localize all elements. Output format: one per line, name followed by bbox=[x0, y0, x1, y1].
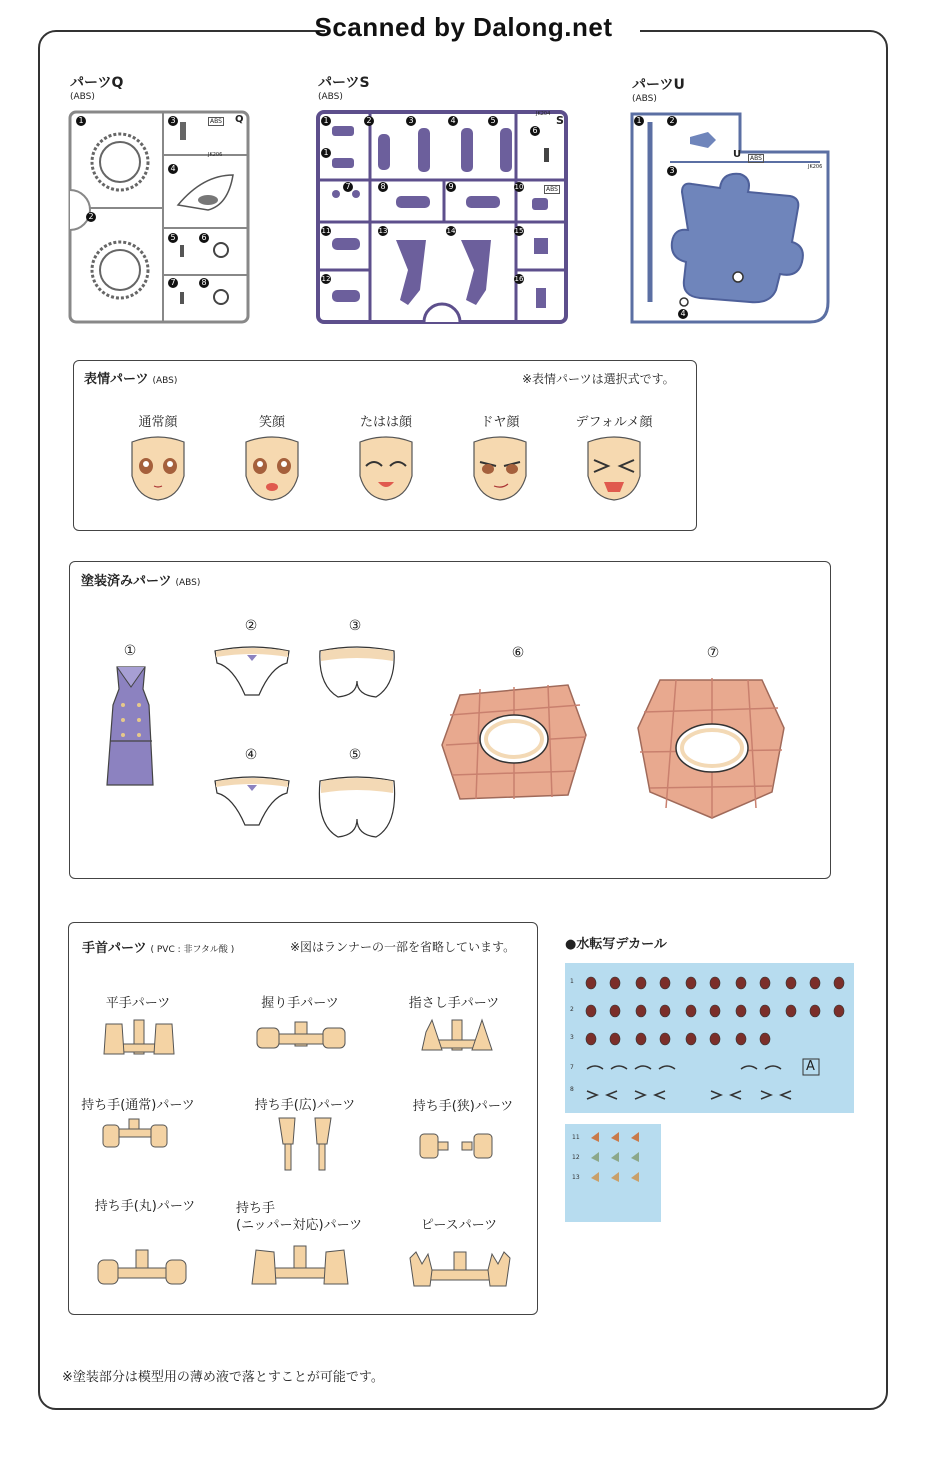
hand-label-peace: ピースパーツ bbox=[420, 1218, 498, 1233]
runner-q-num-6: 6 bbox=[199, 233, 209, 243]
decal-row-num-8: 8 bbox=[570, 1086, 574, 1093]
runner-u-num-2: 2 bbox=[667, 116, 677, 126]
runner-q-num-8: 8 bbox=[199, 278, 209, 288]
expression-note: ※表情パーツは選択式です。 bbox=[522, 372, 675, 386]
painted-num-4: ④ bbox=[244, 747, 258, 763]
runner-s-num-9: 9 bbox=[446, 182, 456, 192]
painted-skirt-6-drawing bbox=[440, 675, 588, 805]
hand-grip-wide-drawing bbox=[275, 1114, 335, 1174]
runner-s-abs-tag: ABS bbox=[546, 186, 558, 193]
face-label-tahaha: たはは顔 bbox=[359, 415, 412, 430]
painted-shorts-5-drawing bbox=[318, 775, 396, 841]
painted-skirt-7-drawing bbox=[636, 672, 786, 822]
painted-num-6: ⑥ bbox=[511, 645, 525, 661]
hand-label-grip-nipper-1: 持ち手 bbox=[236, 1201, 276, 1216]
decal-row-num-3: 3 bbox=[570, 1034, 574, 1041]
painted-shorts-3-drawing bbox=[318, 645, 396, 701]
runner-s-num-16: 16 bbox=[514, 275, 524, 283]
runner-q-title: パーツQ bbox=[70, 75, 124, 91]
runner-q-num-7: 7 bbox=[168, 278, 178, 288]
hand-fist-drawing bbox=[255, 1020, 347, 1052]
painted-num-5: ⑤ bbox=[348, 747, 362, 763]
runner-s-num-1a: 1 bbox=[321, 116, 331, 126]
runner-s-num-3: 3 bbox=[406, 116, 416, 126]
decal-b-row-num-11: 11 bbox=[572, 1134, 580, 1141]
painted-shorts-2-drawing bbox=[213, 645, 291, 699]
runner-u-abs-tag: ABS bbox=[750, 155, 762, 162]
hand-grip-round-drawing bbox=[96, 1248, 188, 1288]
face-label-smile: 笑顔 bbox=[258, 415, 285, 430]
hand-label-grip-round: 持ち手(丸)パーツ bbox=[94, 1199, 196, 1214]
painted-num-7: ⑦ bbox=[706, 645, 720, 661]
runner-u-num-4: 4 bbox=[678, 309, 688, 319]
runner-s-num-1b: 1 bbox=[321, 148, 331, 158]
decal-title: ●水転写デカール bbox=[565, 937, 667, 952]
runner-u-code: JK206 bbox=[808, 164, 823, 170]
runner-s-num-14: 14 bbox=[446, 227, 456, 235]
runner-s-num-5: 5 bbox=[488, 116, 498, 126]
runner-u-num-3: 3 bbox=[667, 166, 677, 176]
decal-sheet-a-letter: A bbox=[806, 1059, 815, 1074]
runner-q-material: (ABS) bbox=[70, 92, 95, 102]
face-label-deformed: デフォルメ顔 bbox=[575, 415, 653, 430]
watermark-text: Scanned by Dalong.net bbox=[314, 12, 613, 42]
hand-label-flat: 平手パーツ bbox=[105, 996, 171, 1011]
painted-shorts-4-drawing bbox=[213, 775, 291, 829]
hand-label-grip-wide: 持ち手(広)パーツ bbox=[254, 1098, 356, 1113]
runner-u-diagram bbox=[630, 112, 832, 326]
runner-q-num-2: 2 bbox=[86, 212, 96, 222]
runner-q-num-3: 3 bbox=[168, 116, 178, 126]
hand-label-pointing: 指さし手パーツ bbox=[408, 996, 500, 1011]
runner-q-abs-tag: ABS bbox=[210, 118, 222, 125]
hand-peace-drawing bbox=[408, 1250, 512, 1290]
expression-title: 表情パーツ (ABS) bbox=[84, 372, 178, 387]
runner-s-num-10: 10 bbox=[514, 183, 524, 191]
painted-dress-drawing bbox=[103, 665, 159, 791]
runner-u-letter: U bbox=[733, 149, 742, 160]
decal-row-num-7: 7 bbox=[570, 1064, 574, 1071]
hand-flat-drawing bbox=[102, 1018, 176, 1058]
hand-label-grip-narrow: 持ち手(狭)パーツ bbox=[412, 1099, 514, 1114]
decal-sheet-a-eyes bbox=[565, 963, 854, 1113]
painted-num-3: ③ bbox=[348, 618, 362, 634]
decal-row-num-2: 2 bbox=[570, 1006, 574, 1013]
face-normal-drawing bbox=[128, 436, 188, 502]
runner-s-code: JK204 bbox=[536, 111, 551, 117]
runner-q-num-1: 1 bbox=[76, 116, 86, 126]
runner-q-letter: Q bbox=[235, 114, 244, 125]
runner-s-num-13: 13 bbox=[378, 227, 388, 235]
hand-pointing-drawing bbox=[420, 1018, 494, 1054]
runner-q-num-4: 4 bbox=[168, 164, 178, 174]
face-label-doya: ドヤ顔 bbox=[480, 415, 520, 430]
runner-s-num-6: 6 bbox=[530, 126, 540, 136]
footer-note: ※塗装部分は模型用の薄め液で落とすことが可能です。 bbox=[62, 1370, 384, 1385]
hand-grip-narrow-drawing bbox=[418, 1128, 494, 1162]
face-doya-drawing bbox=[470, 436, 530, 502]
runner-u-title: パーツU bbox=[632, 77, 685, 93]
runner-s-material: (ABS) bbox=[318, 92, 343, 102]
runner-q-code: JK206 bbox=[208, 152, 223, 158]
decal-row-num-1: 1 bbox=[570, 978, 574, 985]
face-smile-drawing bbox=[242, 436, 302, 502]
hands-title: 手首パーツ ( PVC : 非フタル酸 ) bbox=[82, 941, 235, 956]
hands-note: ※図はランナーの一部を省略しています。 bbox=[290, 940, 516, 954]
painted-title: 塗装済みパーツ (ABS) bbox=[81, 574, 201, 589]
painted-num-1: ① bbox=[123, 643, 137, 659]
face-label-normal: 通常顔 bbox=[138, 415, 178, 430]
hand-label-fist: 握り手パーツ bbox=[261, 996, 339, 1011]
face-tahaha-drawing bbox=[356, 436, 416, 502]
runner-s-num-4: 4 bbox=[448, 116, 458, 126]
runner-s-num-11: 11 bbox=[321, 227, 331, 235]
runner-s-num-8: 8 bbox=[378, 182, 388, 192]
hand-label-grip-normal: 持ち手(通常)パーツ bbox=[81, 1098, 195, 1113]
runner-s-title: パーツS bbox=[318, 75, 370, 91]
runner-u-num-1: 1 bbox=[634, 116, 644, 126]
hand-grip-nipper-drawing bbox=[250, 1244, 350, 1288]
decal-b-row-num-13: 13 bbox=[572, 1174, 580, 1181]
runner-s-num-12: 12 bbox=[321, 275, 331, 283]
runner-s-num-15: 15 bbox=[514, 227, 524, 235]
hand-grip-normal-drawing bbox=[101, 1117, 169, 1151]
painted-num-2: ② bbox=[244, 618, 258, 634]
runner-s-num-7: 7 bbox=[343, 182, 353, 192]
runner-s-num-2: 2 bbox=[364, 116, 374, 126]
face-deformed-drawing bbox=[584, 436, 644, 502]
runner-q-num-5: 5 bbox=[168, 233, 178, 243]
decal-b-row-num-12: 12 bbox=[572, 1154, 580, 1161]
hand-label-grip-nipper-2: (ニッパー対応)パーツ bbox=[236, 1218, 363, 1233]
runner-u-material: (ABS) bbox=[632, 94, 657, 104]
runner-s-letter: S bbox=[556, 114, 564, 127]
runner-s-diagram bbox=[316, 110, 568, 330]
